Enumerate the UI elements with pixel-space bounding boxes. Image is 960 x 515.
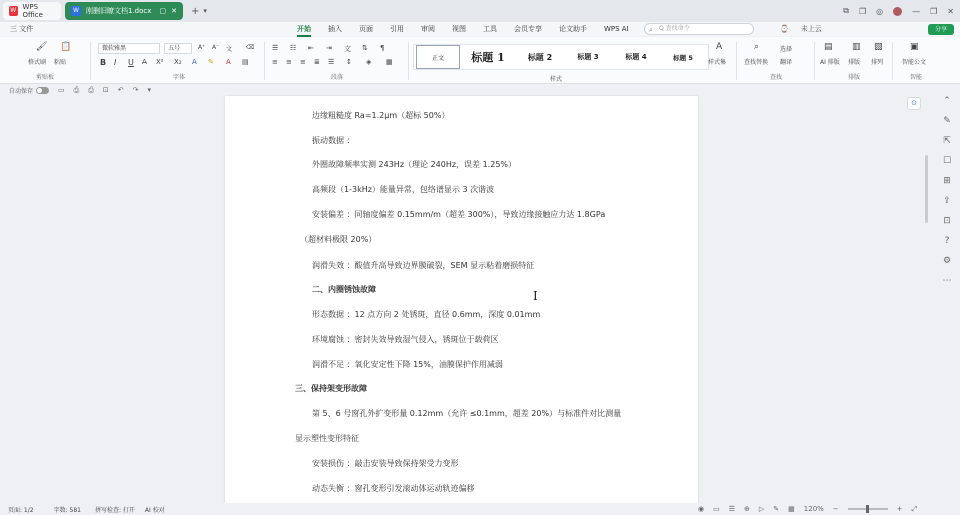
- doc-heading: 三、保持架变形故障: [295, 384, 367, 393]
- ribbon-divider: [736, 42, 737, 80]
- align-left-icon[interactable]: ≡: [272, 58, 278, 66]
- tab-paper-assistant[interactable]: 论文助手: [559, 25, 587, 33]
- tab-wps-office[interactable]: [3, 2, 61, 20]
- font-group: [94, 37, 264, 84]
- right-sidebar: [938, 96, 956, 286]
- edit-icon[interactable]: ✎: [943, 116, 951, 126]
- font-grow-icon[interactable]: A⁺: [198, 44, 206, 51]
- paste-icon[interactable]: 📋: [60, 42, 72, 52]
- comment-icon[interactable]: ☐: [942, 156, 952, 166]
- eye-protect-icon[interactable]: ◉: [698, 505, 705, 513]
- document-icon: W: [71, 6, 81, 16]
- font-group-label: 字体: [172, 74, 185, 81]
- ribbon-tabs: [297, 22, 629, 36]
- outline-view-icon[interactable]: ☰: [728, 505, 736, 513]
- zoom-in-icon[interactable]: +: [896, 505, 903, 513]
- style-gallery: [413, 44, 709, 70]
- doc-line: 显示塑性变形特征: [295, 434, 359, 443]
- new-tab-button[interactable]: +: [191, 5, 200, 17]
- format-painter-label[interactable]: 格式刷: [28, 59, 47, 66]
- read-mode-icon[interactable]: ▷: [758, 505, 765, 513]
- style-heading-1[interactable]: 标题 1: [471, 51, 505, 64]
- cloud-status[interactable]: 未上云: [800, 25, 822, 33]
- select-pointer-icon[interactable]: ⇱: [943, 136, 951, 146]
- find-icon[interactable]: ⌕: [754, 42, 760, 52]
- style-heading-3[interactable]: 标题 3: [577, 53, 599, 61]
- format-painter-icon[interactable]: 🖌: [36, 42, 48, 52]
- doc-line: 第 5、6 号窗孔外扩变形量 0.12mm（允许 ≤0.1mm，超差 20%）与标准件对比测量: [312, 409, 622, 418]
- underline-button[interactable]: U: [128, 58, 134, 67]
- style-heading-2[interactable]: 标题 2: [527, 52, 553, 62]
- clipboard-group-label: 剪贴板: [35, 74, 54, 81]
- autosave-toggle[interactable]: [36, 87, 49, 94]
- ribbon-home: [0, 37, 960, 84]
- select-button[interactable]: 选择: [780, 46, 793, 53]
- focus-mode-icon[interactable]: ▦: [788, 505, 795, 513]
- tab-page[interactable]: 页面: [359, 25, 373, 33]
- undo-icon[interactable]: ↶: [117, 85, 124, 94]
- tab-member[interactable]: 会员专享: [514, 25, 542, 33]
- tab-tools[interactable]: 工具: [483, 25, 497, 33]
- style-heading-5[interactable]: 标题 5: [673, 53, 693, 62]
- bullet-list-icon[interactable]: ☰: [272, 44, 279, 52]
- zoom-level[interactable]: 120%: [803, 505, 824, 513]
- tab-view[interactable]: 视图: [452, 25, 466, 33]
- text-effect-icon[interactable]: A: [192, 58, 197, 66]
- doc-line: 润滑不足 ：氧化安定性下降 15%，油膜保护作用减弱: [312, 360, 503, 369]
- shading-icon[interactable]: ◈: [366, 58, 372, 66]
- print-icon[interactable]: ⎙: [88, 85, 94, 94]
- font-shrink-icon[interactable]: A⁻: [212, 44, 220, 51]
- layout-icon[interactable]: ▥: [852, 42, 861, 52]
- avatar[interactable]: [893, 7, 902, 16]
- ribbon-divider: [814, 42, 815, 80]
- ribbon-divider: [892, 42, 893, 80]
- tab-document-label: 刚删旧瞭文档1.docx: [86, 7, 152, 15]
- char-border-icon[interactable]: ▤: [242, 58, 249, 66]
- settings-icon[interactable]: ◎: [876, 6, 884, 16]
- more-chevron-icon[interactable]: ▾: [147, 85, 151, 94]
- document-page[interactable]: [225, 96, 698, 504]
- write-mode-icon[interactable]: ✎: [773, 505, 780, 513]
- redo-icon[interactable]: ↷: [132, 85, 139, 94]
- help-icon[interactable]: ?: [944, 236, 950, 246]
- smart-doc-icon[interactable]: ▣: [910, 42, 919, 52]
- window-mode-icon[interactable]: ❐: [858, 6, 867, 16]
- paragraph-group: [268, 37, 406, 84]
- ai-proofread[interactable]: AI 校对: [144, 506, 165, 514]
- clear-format-icon[interactable]: ⌫: [246, 44, 255, 51]
- ribbon-divider: [90, 42, 91, 80]
- number-list-icon[interactable]: ☷: [290, 44, 297, 52]
- paragraph-group-label: 段落: [330, 74, 343, 81]
- doc-line: 外圈故障频率实测 243Hz（理论 240Hz，误差 1.25%）: [312, 160, 517, 169]
- doc-line: （超材料极限 20%）: [300, 235, 377, 244]
- style-set-icon[interactable]: A: [716, 42, 723, 52]
- arrange-icon[interactable]: ▧: [874, 42, 883, 52]
- more-icon[interactable]: ⋯: [942, 276, 952, 286]
- doc-line: 振动数据 ：: [312, 136, 355, 145]
- tab-wps-ai[interactable]: WPS AI: [604, 25, 629, 33]
- font-size-select[interactable]: 五号: [164, 43, 192, 54]
- chinese-layout-icon[interactable]: 文: [344, 45, 351, 53]
- doc-line: 高频段（1-3kHz）能量异常，包络谱显示 3 次谐波: [312, 185, 495, 194]
- sidebar-collapse-icon[interactable]: ⌃: [943, 96, 951, 106]
- align-center-icon[interactable]: ≡: [286, 58, 292, 66]
- doc-line: 动态失衡 ：窗孔变形引发滚动体运动轨迹偏移: [312, 484, 475, 493]
- clipboard-group: [0, 37, 90, 84]
- bold-button[interactable]: B: [100, 58, 107, 67]
- smart-group-label: 智能: [909, 74, 922, 81]
- maximize-icon[interactable]: ❐: [930, 6, 938, 16]
- tools-icon[interactable]: ⚙: [942, 256, 952, 266]
- italic-button[interactable]: I: [114, 58, 117, 67]
- find-replace-label[interactable]: 查找替换: [744, 59, 769, 66]
- history-icon[interactable]: ⌚: [780, 25, 789, 33]
- tab-insert[interactable]: 插入: [328, 25, 342, 33]
- save-icon[interactable]: ▭: [58, 85, 65, 94]
- change-case-icon[interactable]: 文: [226, 46, 233, 53]
- smart-doc-label[interactable]: 智能公文: [902, 59, 927, 66]
- smart-group: [896, 37, 936, 84]
- doc-line: 润滑失效 ：酸值升高导致边界膜破裂，SEM 显示粘着磨损特征: [312, 261, 535, 270]
- menu-actions: [780, 22, 822, 36]
- find-group: [740, 37, 812, 84]
- share-button[interactable]: 分享: [928, 24, 954, 35]
- doc-line: 边缘粗糙度 Ra=1.2μm（超标 50%）: [312, 111, 450, 120]
- minimize-icon[interactable]: —: [912, 6, 921, 16]
- tab-close-icon[interactable]: ✕: [171, 7, 177, 15]
- style-heading-4[interactable]: 标题 4: [625, 53, 647, 61]
- layout-label[interactable]: 排版: [848, 59, 861, 66]
- window-controls: [843, 6, 954, 16]
- ribbon-divider: [408, 42, 409, 80]
- close-icon[interactable]: ✕: [947, 6, 954, 16]
- subscript-icon[interactable]: X₂: [174, 58, 182, 66]
- increase-indent-icon[interactable]: ⇥: [326, 44, 332, 52]
- ai-layout-icon[interactable]: ▤: [824, 42, 833, 52]
- share-sidebar-icon[interactable]: ⇪: [943, 196, 951, 206]
- tab-list-chevron-icon[interactable]: ▾: [203, 7, 207, 15]
- menu-bar: [0, 22, 960, 36]
- distributed-icon[interactable]: ☰: [328, 58, 335, 66]
- zoom-slider[interactable]: [848, 508, 888, 510]
- translate-icon[interactable]: ⊞: [943, 176, 951, 186]
- command-search-placeholder: Q 查找命令: [659, 25, 690, 32]
- tab-references[interactable]: 引用: [390, 25, 404, 33]
- decrease-indent-icon[interactable]: ⇤: [308, 44, 314, 52]
- status-right: [698, 503, 917, 515]
- highlight-icon[interactable]: ✎: [208, 58, 214, 66]
- styles-group-label: 样式: [550, 76, 563, 83]
- doc-line: 安装偏差 ：同轴度偏差 0.15mm/m（超差 300%），导致边缘接触应力达 1.8GPa: [312, 210, 606, 219]
- print-preview-icon[interactable]: ⊡: [102, 85, 109, 94]
- tab-pin-icon[interactable]: ▢: [159, 7, 167, 15]
- title-bar: [0, 0, 960, 22]
- show-marks-icon[interactable]: ¶: [380, 44, 385, 52]
- navigation-pin-icon[interactable]: ⊙: [907, 97, 921, 110]
- layout-group-label: 排版: [847, 74, 860, 81]
- skin-icon[interactable]: ⧉: [843, 6, 849, 15]
- review-icon[interactable]: ⊡: [943, 216, 951, 226]
- tab-document[interactable]: [65, 2, 183, 20]
- sort-icon[interactable]: ⇅: [362, 44, 368, 52]
- font-family-select[interactable]: 微软雅黑: [98, 43, 160, 54]
- line-spacing-icon[interactable]: ↕: [346, 58, 352, 66]
- web-view-icon[interactable]: ⊕: [744, 505, 750, 513]
- export-pdf-icon[interactable]: ⎙: [73, 85, 80, 94]
- strikethrough-icon[interactable]: A̶: [142, 58, 147, 66]
- tab-review[interactable]: 审阅: [421, 25, 435, 33]
- arrange-label[interactable]: 排列: [871, 59, 884, 66]
- layout-group: [818, 37, 890, 84]
- justify-icon[interactable]: ≣: [314, 58, 320, 66]
- status-bar: [0, 503, 960, 515]
- doc-line: 安装损伤 ：敲击安装导致保持架受力变形: [312, 459, 459, 468]
- word-count[interactable]: 字数: 581: [53, 506, 81, 514]
- style-set-label[interactable]: 样式集: [708, 59, 727, 66]
- spell-check-status[interactable]: 拼写检查: 打开: [94, 506, 135, 514]
- tab-home[interactable]: 开始: [297, 25, 311, 33]
- zoom-out-icon[interactable]: −: [832, 505, 839, 513]
- ribbon-divider: [264, 42, 265, 80]
- superscript-icon[interactable]: X²: [156, 58, 164, 66]
- autosave-label: 自动保存: [9, 87, 34, 95]
- doc-line: 形态数据 ：12 点方向 2 处锈斑，直径 0.6mm，深度 0.01mm: [312, 310, 541, 319]
- command-search-input[interactable]: [644, 23, 754, 35]
- translate-button[interactable]: 翻译: [780, 59, 793, 66]
- tab-wps-office-label: WPS Office: [22, 3, 43, 19]
- page-indicator[interactable]: 页面: 1/2: [8, 506, 34, 514]
- font-color-icon[interactable]: A: [226, 58, 231, 66]
- quick-access-bar: [0, 84, 960, 96]
- wps-logo-icon: W: [10, 7, 17, 14]
- ai-layout-label[interactable]: AI 排版: [820, 59, 840, 66]
- vertical-scrollbar[interactable]: [925, 155, 928, 223]
- paste-label[interactable]: 粘贴: [54, 59, 67, 66]
- find-group-label: 查找: [769, 74, 782, 81]
- doc-heading: 二、内圈锈蚀故障: [312, 285, 376, 294]
- search-icon: ⌕: [649, 26, 653, 34]
- style-normal[interactable]: 正文: [416, 45, 460, 69]
- border-icon[interactable]: ▦: [386, 58, 393, 66]
- text-cursor-icon: I: [533, 289, 538, 303]
- file-menu[interactable]: 三 文件: [10, 25, 34, 33]
- doc-line: 环境腐蚀 ：密封失效导致湿气侵入，锈斑位于载荷区: [312, 335, 499, 344]
- fit-page-icon[interactable]: ⤢: [911, 504, 918, 513]
- quick-icons: [58, 86, 151, 95]
- page-view-icon[interactable]: ▭: [713, 505, 720, 513]
- align-right-icon[interactable]: ≡: [300, 58, 306, 66]
